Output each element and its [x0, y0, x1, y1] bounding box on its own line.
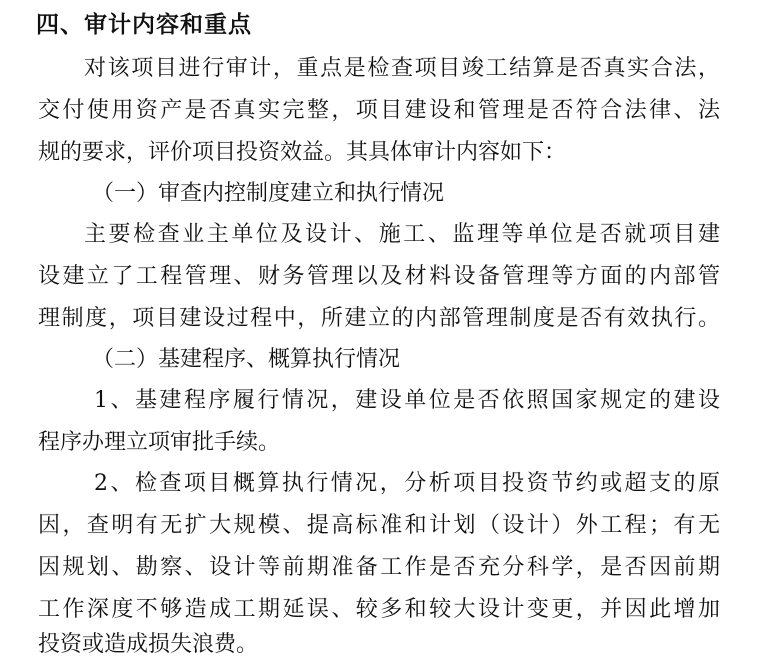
paragraph-line: 理制度，项目建设过程中，所建立的内部管理制度是否有效执行。 [38, 306, 720, 331]
paragraph-line: 规的要求，评价项目投资效益。其具体审计内容如下： [38, 140, 567, 165]
paragraph-line: 程序办理立项审批手续。 [38, 430, 281, 455]
paragraph-line: 因规划、勘察、设计等前期准备工作是否充分科学，是否因前期 [38, 555, 720, 580]
paragraph-line: 投资或造成损失浪费。 [38, 632, 259, 657]
paragraph-line: 对该项目进行审计，重点是检查项目竣工结算是否真实合法， [84, 56, 720, 81]
subsection-heading: （二）基建程序、概算执行情况 [92, 347, 401, 372]
subsection-heading: （一）审查内控制度建立和执行情况 [92, 181, 445, 206]
section-heading: 四、审计内容和重点 [36, 12, 252, 38]
paragraph-line: 工作深度不够造成工期延误、较多和较大设计变更，并因此增加 [38, 597, 720, 622]
paragraph-line: 主要检查业主单位及设计、施工、监理等单位是否就项目建 [84, 222, 720, 247]
paragraph-line: 1、基建程序履行情况，建设单位是否依照国家规定的建设 [94, 388, 720, 413]
paragraph-line: 设建立了工程管理、财务管理以及材料设备管理等方面的内部管 [38, 264, 720, 289]
paragraph-line: 2、检查项目概算执行情况，分析项目投资节约或超支的原 [94, 471, 720, 496]
paragraph-line: 因，查明有无扩大规模、提高标准和计划（设计）外工程；有无 [38, 513, 720, 538]
paragraph-line: 交付使用资产是否真实完整，项目建设和管理是否符合法律、法 [38, 98, 720, 123]
